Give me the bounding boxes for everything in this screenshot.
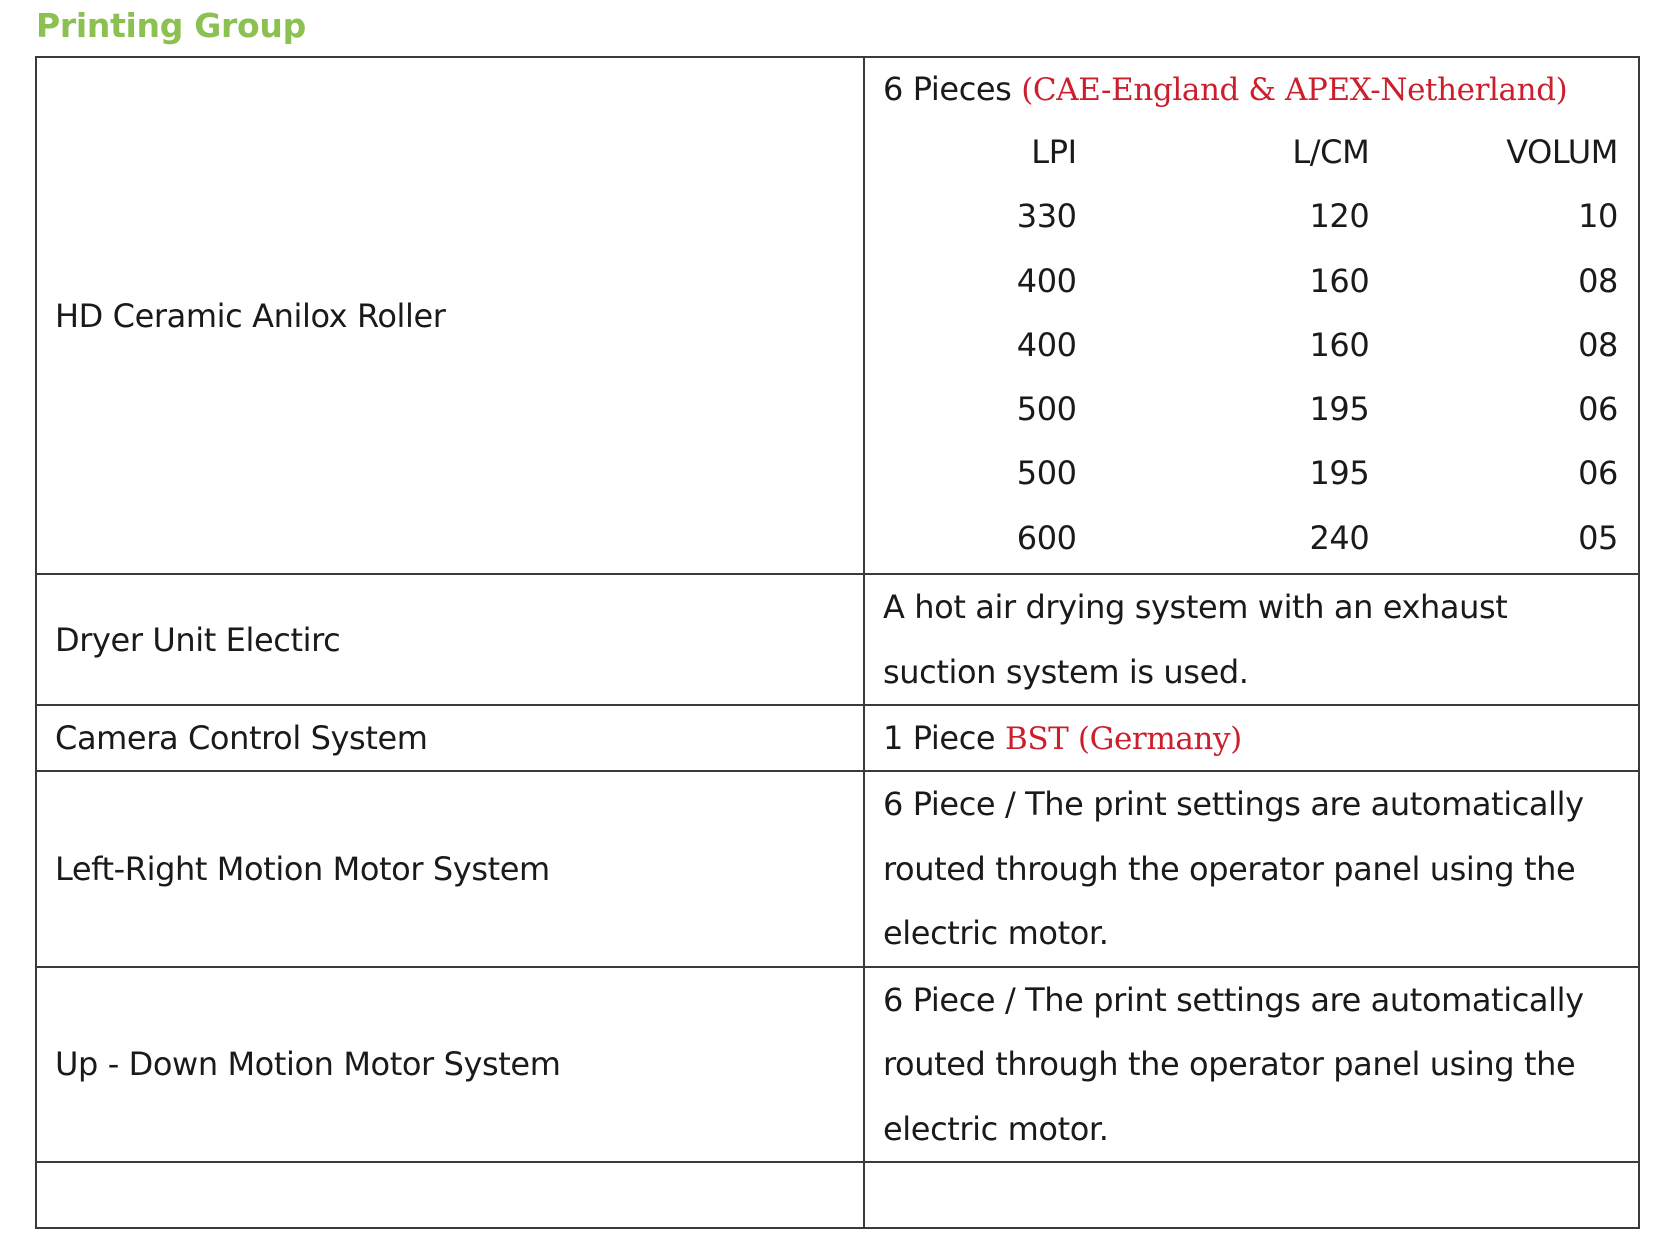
grid-cell: 195 — [1309, 454, 1370, 493]
row-label: Camera Control System — [36, 705, 864, 771]
grid-cell: 400 — [1016, 261, 1077, 300]
anilox-count: 6 Pieces — [883, 70, 1022, 108]
grid-cell: 06 — [1578, 454, 1618, 493]
row-label: Up - Down Motion Motor System — [36, 967, 864, 1163]
table-row-dryer — [36, 574, 1639, 705]
spec-table — [35, 56, 1640, 1229]
grid-cell: 08 — [1578, 261, 1618, 300]
grid-header-volum: VOLUM — [1506, 133, 1618, 171]
row-label — [36, 1162, 864, 1228]
grid-header-lcm: L/CM — [1292, 133, 1370, 171]
grid-cell: 08 — [1578, 325, 1618, 364]
row-label: Left-Right Motion Motor System — [36, 771, 864, 967]
row-value: 6 Piece / The print settings are automatically routed through the operator panel using the electric motor. — [864, 771, 1639, 967]
grid-header-lpi: LPI — [1031, 133, 1077, 171]
table-row-empty — [36, 1162, 1639, 1228]
grid-cell: 600 — [1016, 518, 1077, 557]
table-row-up-down — [36, 967, 1639, 1163]
row-value — [864, 1162, 1639, 1228]
camera-count: 1 Piece — [883, 719, 1005, 757]
anilox-details — [883, 58, 1626, 570]
row-value — [864, 705, 1639, 771]
row-label: HD Ceramic Anilox Roller — [36, 57, 864, 574]
grid-cell: 500 — [1016, 454, 1077, 493]
section-title: Printing Group — [36, 6, 306, 45]
grid-cell: 05 — [1578, 518, 1618, 557]
grid-cell: 330 — [1016, 197, 1077, 236]
anilox-brand: (CAE-England & APEX-Netherland) — [1021, 72, 1568, 108]
grid-cell: 500 — [1016, 390, 1077, 429]
grid-cell: 160 — [1309, 325, 1370, 364]
grid-cell: 240 — [1309, 518, 1370, 557]
anilox-spec-grid — [998, 120, 1618, 570]
grid-cell: 160 — [1309, 261, 1370, 300]
grid-cell: 06 — [1578, 390, 1618, 429]
row-value: 6 Piece / The print settings are automatically routed through the operator panel using the electric motor. — [864, 967, 1639, 1163]
camera-brand: BST (Germany) — [1004, 721, 1242, 757]
grid-cell: 195 — [1309, 390, 1370, 429]
grid-cell: 120 — [1309, 197, 1370, 236]
row-value: A hot air drying system with an exhaust suction system is used. — [864, 574, 1639, 705]
table-row-camera — [36, 705, 1639, 771]
anilox-count-line — [883, 64, 1626, 120]
grid-cell: 10 — [1578, 197, 1618, 236]
table-row-left-right — [36, 771, 1639, 967]
table-row-anilox — [36, 57, 1639, 574]
row-label: Dryer Unit Electirc — [36, 574, 864, 705]
grid-cell: 400 — [1016, 325, 1077, 364]
row-value — [864, 57, 1639, 574]
